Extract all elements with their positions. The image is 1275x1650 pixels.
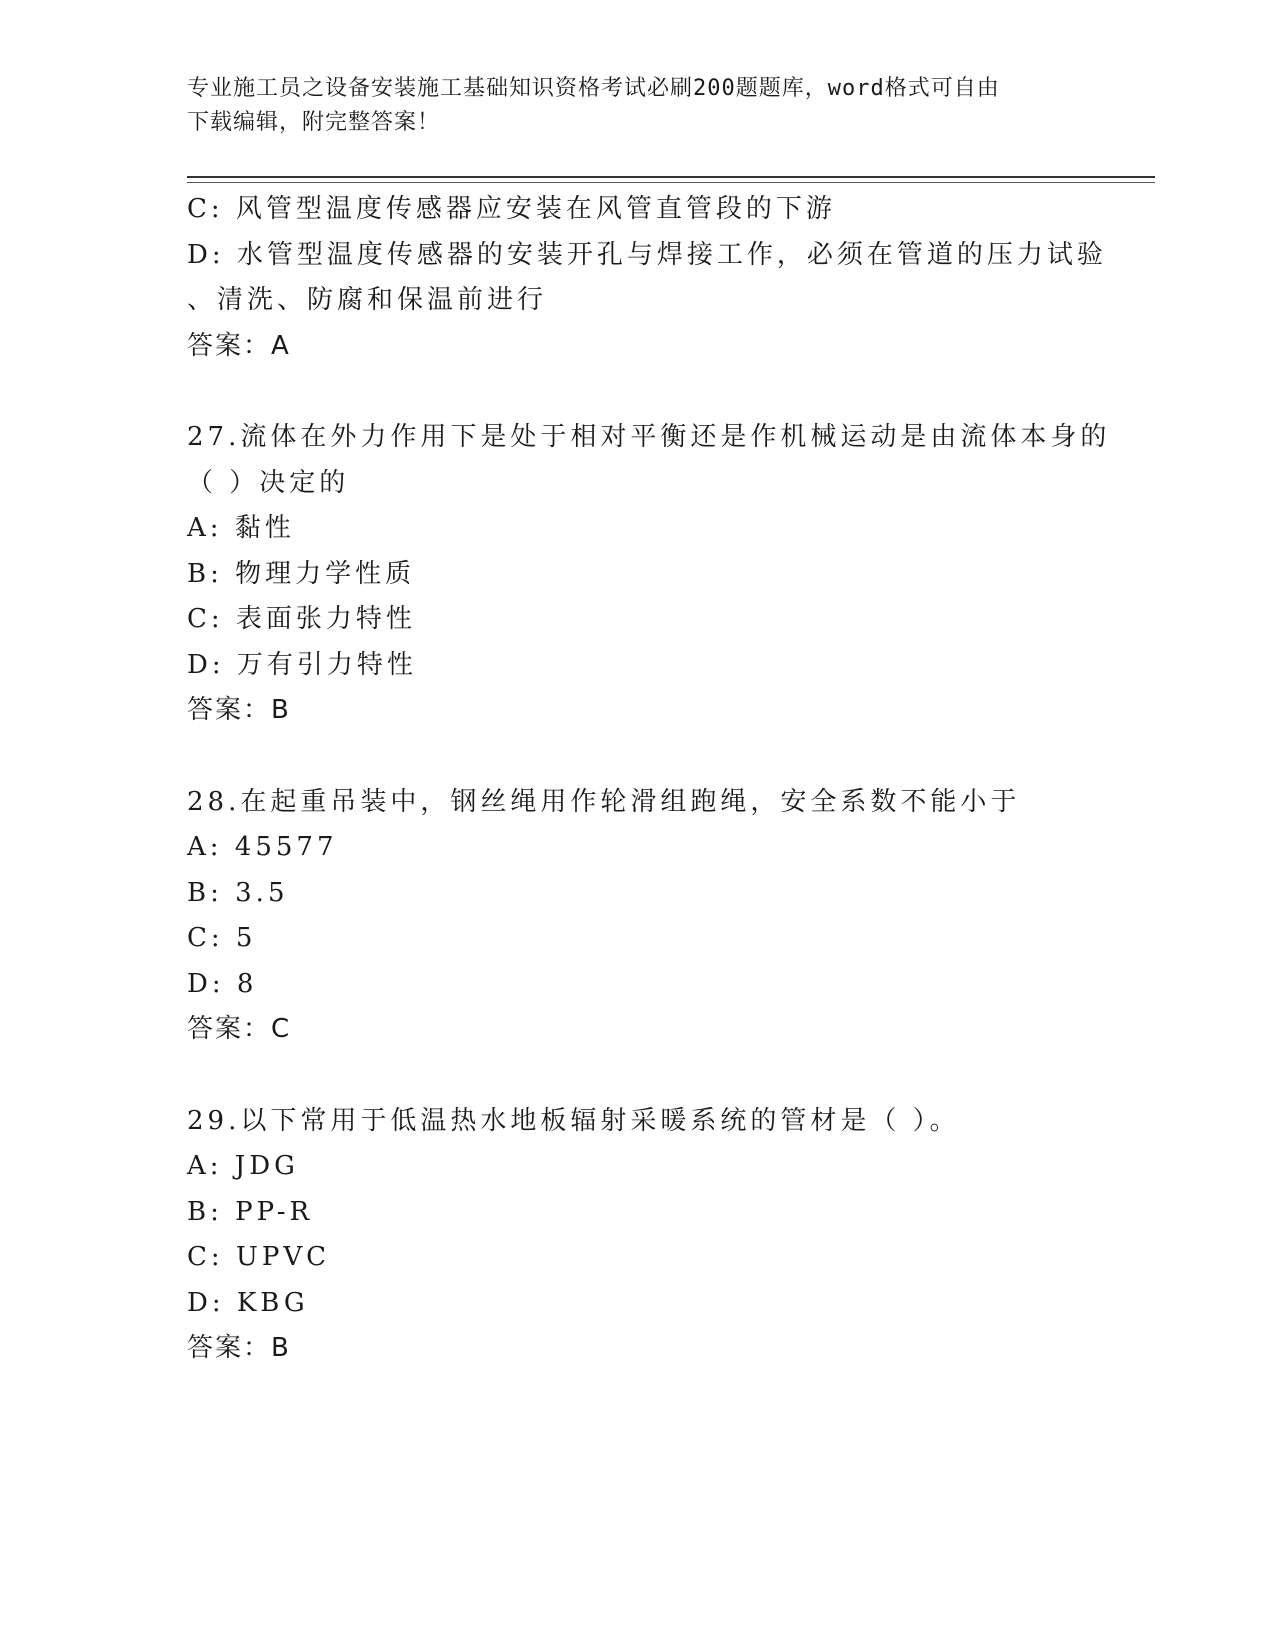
option-d-line-1: D: 水管型温度传感器的安装开孔与焊接工作，必须在管道的压力试验	[187, 239, 1107, 270]
option-b: B: PP-R	[187, 1196, 314, 1227]
question-28	[187, 780, 1087, 1053]
header-divider-thin	[187, 182, 1155, 183]
option-a: A: 黏性	[187, 513, 295, 543]
option-c: C: 表面张力特性	[187, 604, 416, 634]
answer-label: 答案：A	[187, 330, 291, 361]
question-stem-line-1: 28.在起重吊装中，钢丝绳用作轮滑组跑绳，安全系数不能小于	[187, 786, 1021, 817]
option-b: B: 3.5	[187, 877, 289, 908]
spacer	[187, 734, 1087, 780]
option-d-line-2: 、清洗、防腐和保温前进行	[187, 285, 548, 315]
document-header	[187, 72, 1067, 140]
question-content	[187, 187, 1111, 1372]
question-stem-line-1: 29.以下常用于低温热水地板辐射采暖系统的管材是（ ）。	[187, 1105, 960, 1136]
question-29	[187, 1099, 1087, 1372]
header-title-line-1: 专业施工员之设备安装施工基础知识资格考试必刷200题题库，word格式可自由	[187, 76, 1000, 101]
answer-label: 答案：B	[187, 695, 291, 725]
header-divider-thick	[187, 176, 1155, 178]
spacer	[187, 369, 1087, 415]
option-d: D: 万有引力特性	[187, 649, 417, 680]
option-b: B: 物理力学性质	[187, 558, 416, 589]
question-26-tail	[187, 187, 1107, 369]
option-d: D: KBG	[187, 1287, 309, 1318]
option-a: A: 45577	[187, 832, 338, 862]
answer-label: 答案：C	[187, 1014, 292, 1044]
option-c: C: 5	[187, 923, 257, 953]
question-stem-line-2: （ ）决定的	[187, 467, 350, 498]
option-a: A: JDG	[187, 1151, 299, 1181]
spacer	[187, 1053, 1087, 1099]
option-c: C: UPVC	[187, 1242, 330, 1272]
question-stem-line-1: 27.流体在外力作用下是处于相对平衡还是作机械运动是由流体本身的	[187, 422, 1111, 452]
header-title-line-2: 下载编辑，附完整答案！	[187, 110, 441, 135]
question-27	[187, 415, 1111, 734]
option-c: C: 风管型温度传感器应安装在风管直管段的下游	[187, 194, 836, 224]
answer-label: 答案：B	[187, 1333, 291, 1363]
option-d: D: 8	[187, 968, 258, 999]
